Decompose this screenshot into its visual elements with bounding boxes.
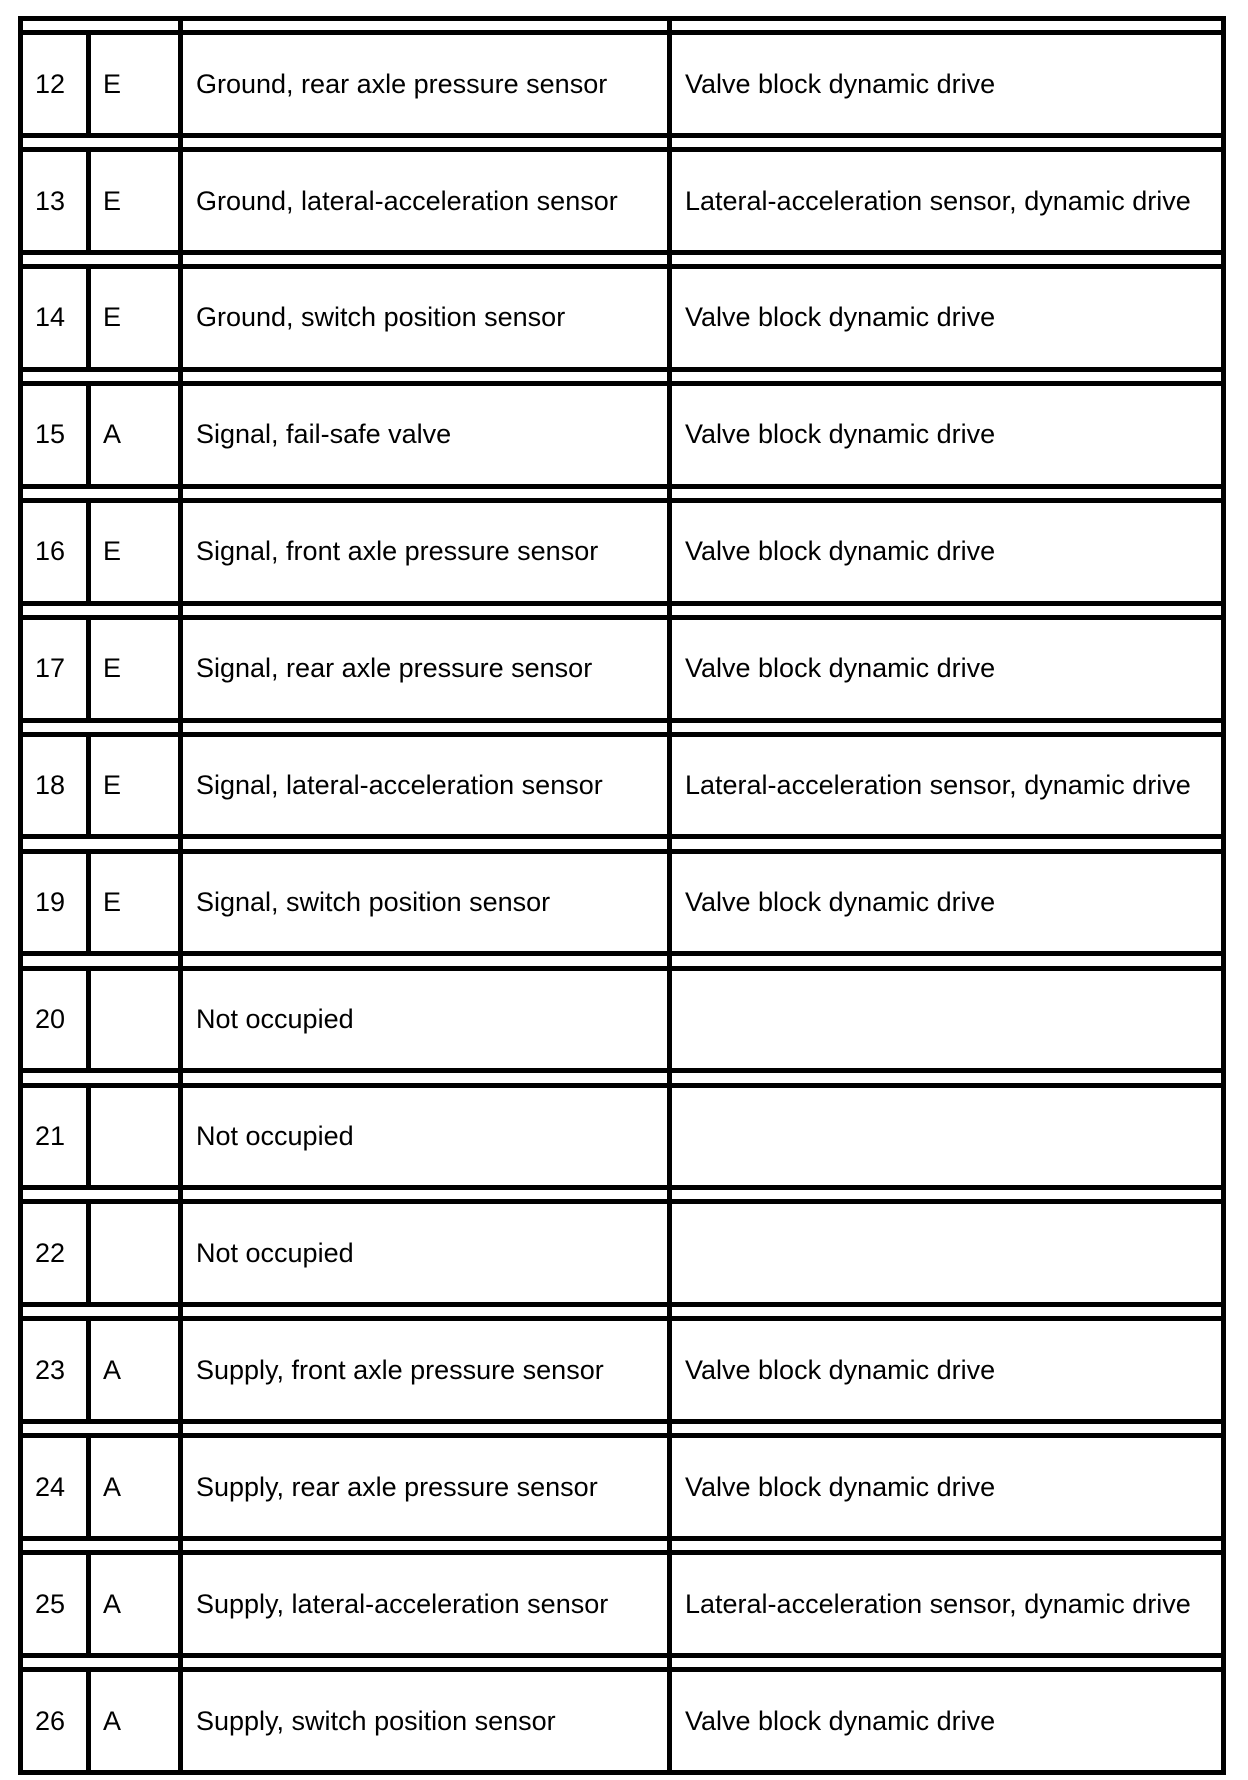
spacer-row — [21, 369, 1224, 383]
pin-number: 12 — [21, 33, 89, 136]
pin-number: 16 — [21, 500, 89, 603]
component: Valve block dynamic drive — [670, 500, 1224, 603]
pin-number: 23 — [21, 1319, 89, 1422]
component: Valve block dynamic drive — [670, 33, 1224, 136]
spacer-cell — [670, 252, 1224, 266]
signal-description: Supply, switch position sensor — [181, 1670, 670, 1773]
table-body — [21, 19, 1224, 1773]
table-row — [21, 1202, 1224, 1305]
spacer-cell — [670, 837, 1224, 851]
io-type: E — [89, 150, 181, 253]
component: Valve block dynamic drive — [670, 617, 1224, 720]
spacer-cell — [21, 1305, 181, 1319]
spacer-cell — [670, 954, 1224, 968]
spacer-cell — [21, 19, 181, 33]
io-type: A — [89, 1319, 181, 1422]
table-row — [21, 1085, 1224, 1188]
spacer-cell — [670, 1538, 1224, 1552]
signal-description: Supply, lateral-acceleration sensor — [181, 1553, 670, 1656]
spacer-cell — [21, 837, 181, 851]
io-type — [89, 968, 181, 1071]
spacer-cell — [181, 135, 670, 149]
pin-assignment-table — [18, 16, 1226, 1775]
spacer-row — [21, 486, 1224, 500]
spacer-cell — [21, 486, 181, 500]
pin-number: 19 — [21, 851, 89, 954]
signal-description: Supply, rear axle pressure sensor — [181, 1436, 670, 1539]
spacer-cell — [670, 135, 1224, 149]
spacer-cell — [21, 954, 181, 968]
spacer-cell — [21, 1188, 181, 1202]
io-type: A — [89, 1436, 181, 1539]
pin-number: 15 — [21, 384, 89, 487]
spacer-row — [21, 252, 1224, 266]
spacer-cell — [670, 603, 1224, 617]
spacer-cell — [670, 1422, 1224, 1436]
spacer-row — [21, 1538, 1224, 1552]
spacer-cell — [21, 1422, 181, 1436]
spacer-row — [21, 954, 1224, 968]
pin-number: 17 — [21, 617, 89, 720]
io-type: E — [89, 851, 181, 954]
spacer-cell — [670, 1655, 1224, 1669]
io-type: E — [89, 267, 181, 370]
spacer-row — [21, 1305, 1224, 1319]
component: Valve block dynamic drive — [670, 1670, 1224, 1773]
signal-description: Supply, front axle pressure sensor — [181, 1319, 670, 1422]
pin-number: 18 — [21, 734, 89, 837]
signal-description: Signal, rear axle pressure sensor — [181, 617, 670, 720]
spacer-cell — [181, 837, 670, 851]
signal-description: Ground, rear axle pressure sensor — [181, 33, 670, 136]
spacer-cell — [670, 1188, 1224, 1202]
spacer-cell — [181, 1305, 670, 1319]
signal-description: Ground, lateral-acceleration sensor — [181, 150, 670, 253]
component — [670, 1202, 1224, 1305]
component: Valve block dynamic drive — [670, 1319, 1224, 1422]
component: Lateral-acceleration sensor, dynamic drive — [670, 734, 1224, 837]
spacer-cell — [21, 1071, 181, 1085]
component: Lateral-acceleration sensor, dynamic drive — [670, 150, 1224, 253]
spacer-row — [21, 837, 1224, 851]
pin-number: 14 — [21, 267, 89, 370]
spacer-cell — [21, 720, 181, 734]
spacer-cell — [670, 486, 1224, 500]
io-type: E — [89, 33, 181, 136]
table-row — [21, 33, 1224, 136]
spacer-cell — [181, 1655, 670, 1669]
spacer-cell — [181, 1538, 670, 1552]
signal-description: Signal, switch position sensor — [181, 851, 670, 954]
spacer-row — [21, 135, 1224, 149]
component — [670, 1085, 1224, 1188]
spacer-cell — [670, 1305, 1224, 1319]
table-row — [21, 384, 1224, 487]
table-row — [21, 1319, 1224, 1422]
io-type: A — [89, 384, 181, 487]
spacer-cell — [670, 369, 1224, 383]
pin-number: 26 — [21, 1670, 89, 1773]
spacer-cell — [181, 486, 670, 500]
table-row — [21, 968, 1224, 1071]
io-type: E — [89, 734, 181, 837]
signal-description: Signal, fail-safe valve — [181, 384, 670, 487]
table-row — [21, 851, 1224, 954]
spacer-cell — [670, 720, 1224, 734]
spacer-cell — [21, 1538, 181, 1552]
component: Valve block dynamic drive — [670, 1436, 1224, 1539]
table-row — [21, 734, 1224, 837]
pin-number: 24 — [21, 1436, 89, 1539]
spacer-cell — [21, 603, 181, 617]
table-row — [21, 150, 1224, 253]
table-row — [21, 617, 1224, 720]
spacer-row — [21, 1655, 1224, 1669]
signal-description: Signal, lateral-acceleration sensor — [181, 734, 670, 837]
spacer-cell — [181, 369, 670, 383]
io-type — [89, 1085, 181, 1188]
spacer-row — [21, 1422, 1224, 1436]
spacer-cell — [21, 1655, 181, 1669]
spacer-cell — [21, 135, 181, 149]
signal-description: Not occupied — [181, 968, 670, 1071]
component — [670, 968, 1224, 1071]
spacer-cell — [181, 1071, 670, 1085]
spacer-cell — [181, 720, 670, 734]
io-type: E — [89, 500, 181, 603]
table-row — [21, 1553, 1224, 1656]
pin-number: 13 — [21, 150, 89, 253]
io-type — [89, 1202, 181, 1305]
spacer-cell — [181, 252, 670, 266]
component: Valve block dynamic drive — [670, 267, 1224, 370]
spacer-row — [21, 19, 1224, 33]
spacer-cell — [181, 603, 670, 617]
io-type: A — [89, 1553, 181, 1656]
component: Valve block dynamic drive — [670, 384, 1224, 487]
signal-description: Ground, switch position sensor — [181, 267, 670, 370]
spacer-cell — [670, 1071, 1224, 1085]
pin-number: 20 — [21, 968, 89, 1071]
spacer-row — [21, 1071, 1224, 1085]
table-row — [21, 1670, 1224, 1773]
component: Lateral-acceleration sensor, dynamic drive — [670, 1553, 1224, 1656]
pin-number: 22 — [21, 1202, 89, 1305]
io-type: A — [89, 1670, 181, 1773]
table-row — [21, 500, 1224, 603]
spacer-cell — [21, 369, 181, 383]
spacer-cell — [21, 252, 181, 266]
pin-number: 21 — [21, 1085, 89, 1188]
signal-description: Not occupied — [181, 1085, 670, 1188]
spacer-cell — [181, 1422, 670, 1436]
spacer-row — [21, 1188, 1224, 1202]
table-row — [21, 267, 1224, 370]
spacer-cell — [670, 19, 1224, 33]
spacer-row — [21, 720, 1224, 734]
io-type: E — [89, 617, 181, 720]
signal-description: Signal, front axle pressure sensor — [181, 500, 670, 603]
spacer-cell — [181, 1188, 670, 1202]
table-row — [21, 1436, 1224, 1539]
component: Valve block dynamic drive — [670, 851, 1224, 954]
spacer-cell — [181, 19, 670, 33]
spacer-cell — [181, 954, 670, 968]
pin-number: 25 — [21, 1553, 89, 1656]
signal-description: Not occupied — [181, 1202, 670, 1305]
spacer-row — [21, 603, 1224, 617]
